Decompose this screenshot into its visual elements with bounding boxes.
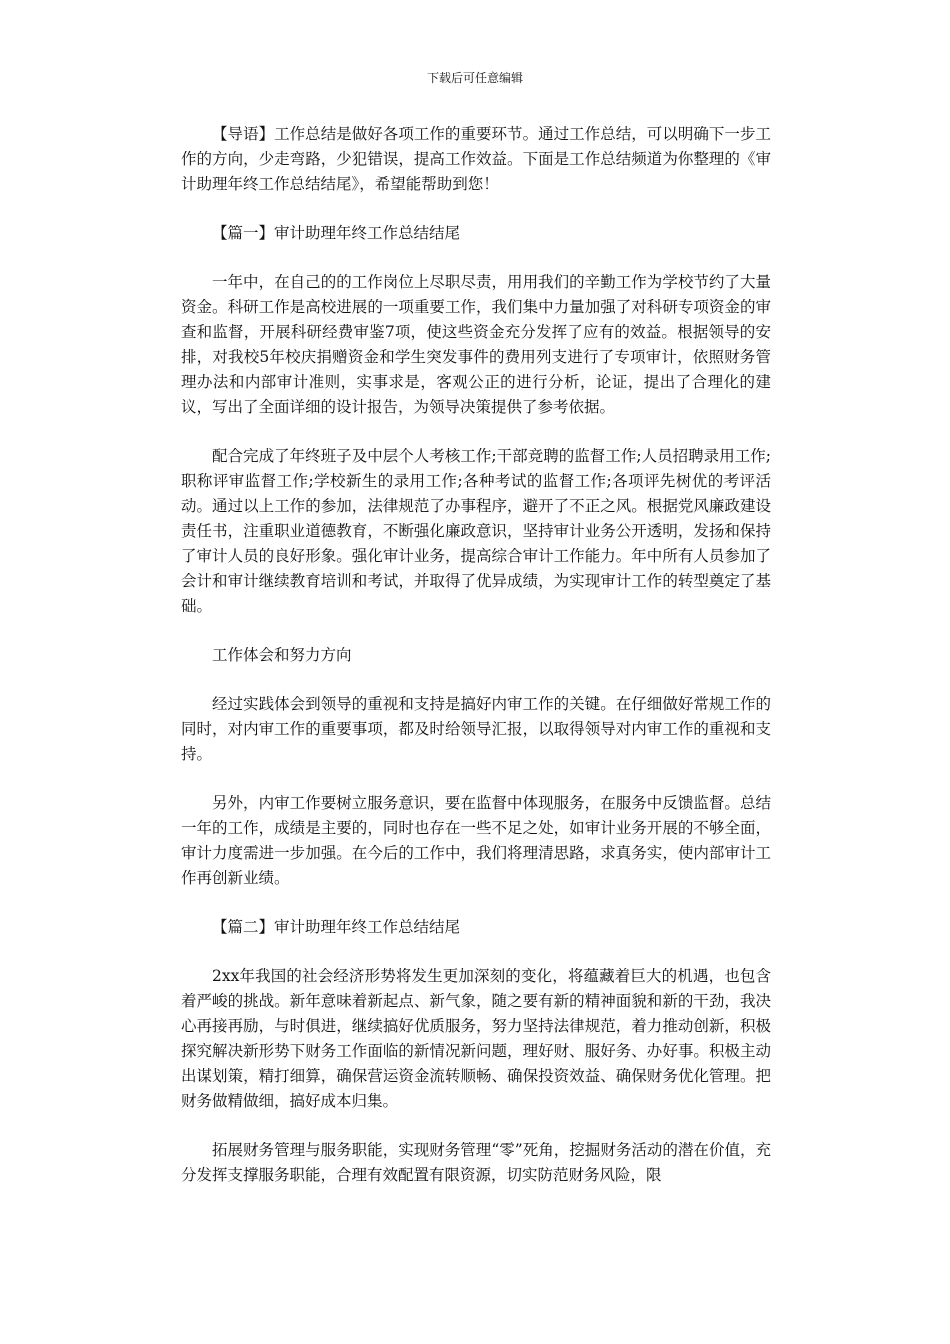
document-body: [181, 122, 771, 1212]
header-note: 下载后可任意编辑: [426, 71, 523, 85]
paragraph: 配合完成了年终班子及中层个人考核工作;干部竞聘的监督工作;人员招聘录用工作;职称评审监督工作;学校新生的录用工作;各种考试的监督工作;各项评先树优的考评活动。通过以上工作的参加，法律规范了办事程序，避开了不正之风。根据党风廉政建设责任书，注重职业道德教育，不断强化廉政意识，坚持审计业务公开透明，发扬和保持了审计人员的良好形象。强化审计业务，提高综合审计工作能力。年中所有人员参加了会计和审计继续教育培训和考试，并取得了优异成绩，为实现审计工作的转型奠定了基础。: [181, 447, 771, 615]
paragraph: 经过实践体会到领导的重视和支持是搞好内审工作的关键。在仔细做好常规工作的同时，对内审工作的重要事项，都及时给领导汇报，以取得领导对内审工作的重视和支持。: [181, 695, 771, 763]
subsection-heading: 工作体会和努力方向: [212, 646, 352, 664]
section-heading-part-one: 【篇一】审计助理年终工作总结结尾: [212, 224, 461, 242]
paragraph: 一年中，在自己的的工作岗位上尽职尽责，用用我们的辛勤工作为学校节约了大量资金。科研工作是高校进展的一项重要工作，我们集中力量加强了对科研专项资金的审查和监督，开展科研经费审鉴7项，使这些资金充分发挥了应有的效益。根据领导的安排，对我校5年校庆捐赠资金和学生突发事件的费用列支进行了专项审计，依照财务管理办法和内部审计准则，实事求是，客观公正的进行分析，论证，提出了合理化的建议，写出了全面详细的设计报告，为领导决策提供了参考依据。: [181, 273, 771, 416]
paragraph: 拓展财务管理与服务职能，实现财务管理“零”死角，挖掘财务活动的潜在价值，充分发挥支撑服务职能，合理有效配置有限资源，切实防范财务风险，限: [181, 1141, 771, 1184]
section-heading-part-two: 【篇二】审计助理年终工作总结结尾: [212, 918, 461, 936]
paragraph: 另外，内审工作要树立服务意识，要在监督中体现服务，在服务中反馈监督。总结一年的工作，成绩是主要的，同时也存在一些不足之处，如审计业务开展的不够全面，审计力度需进一步加强。在今后的工作中，我们将理清思路，求真务实，使内部审计工作再创新业绩。: [181, 794, 771, 887]
paragraph: 2xx年我国的社会经济形势将发生更加深刻的变化，将蕴藏着巨大的机遇，也包含着严峻的挑战。新年意味着新起点、新气象，随之要有新的精神面貌和新的干劲，我决心再接再励，与时俱进，继续搞好优质服务，努力坚持法律规范，着力推动创新，积极探究解决新形势下财务工作面临的新情况新问题，理好财、服好务、办好事。积极主动出谋划策，精打细算，确保营运资金流转顺畅、确保投资效益、确保财务优化管理。把财务做精做细，搞好成本归集。: [181, 967, 771, 1110]
intro-paragraph: 【导语】工作总结是做好各项工作的重要环节。通过工作总结，可以明确下一步工作的方向，少走弯路，少犯错误，提高工作效益。下面是工作总结频道为你整理的《审计助理年终工作总结结尾》，希望能帮助到您！: [181, 125, 771, 193]
